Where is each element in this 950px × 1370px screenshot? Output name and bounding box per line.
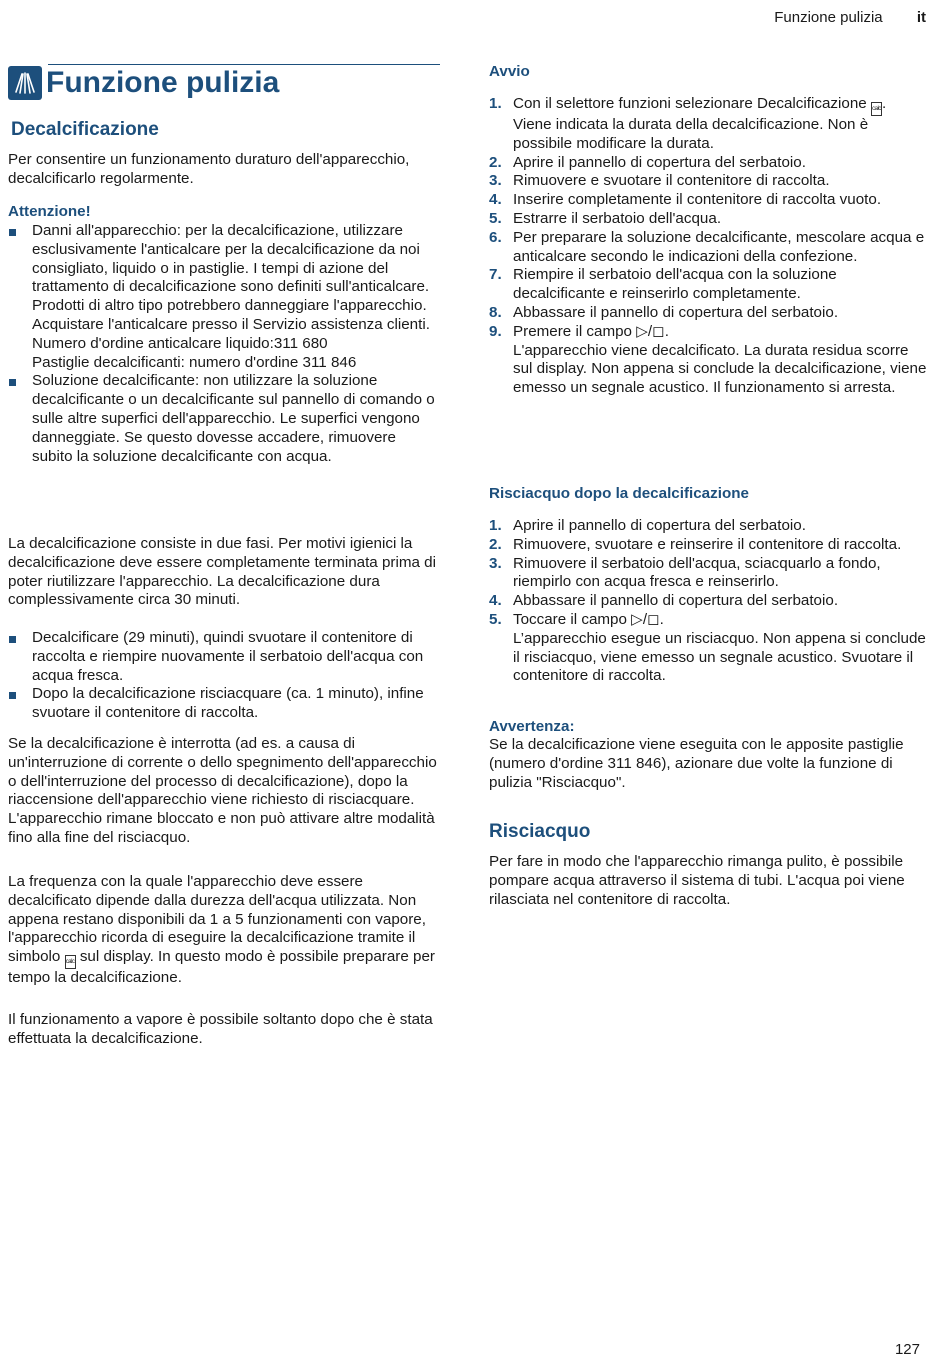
step-text: Aprire il pannello di copertura del serbatoio. xyxy=(513,153,806,171)
order-liquid: Numero d'ordine anticalcare liquido:311 680 xyxy=(32,334,328,352)
step-text: Per preparare la soluzione decalcificante, mescolare acqua e anticalcare secondo le indicazioni della confezione. xyxy=(513,228,925,265)
step-text-end: . xyxy=(881,95,887,112)
list-item xyxy=(8,372,440,466)
title-rule xyxy=(48,64,440,65)
step-number: 3. xyxy=(489,554,502,572)
step-item xyxy=(489,611,929,686)
list-item xyxy=(8,222,440,372)
step-text: Con il selettore funzioni selezionare Decalcificazione xyxy=(513,95,867,112)
page-number: 127 xyxy=(894,1341,920,1359)
rinse-paragraph: Per fare in modo che l'apparecchio rimanga pulito, è possibile pompare acqua attraverso il sistema di tubi. L'acqua poi viene rilasciata nel contenitore di raccolta. xyxy=(489,853,905,908)
interrupted-paragraph: Se la decalcificazione è interrotta (ad es. a causa di un'interruzione di corrente o dello spegnimento dell'apparecchio o dell'interruzione del processo di decalcificazione), dopo la riaccensione dell'apparecchio viene richiesto di risciacquare. L'apparecchio rimane bloccato e non può attivare altre modalità fino alla fine del risciacquo. xyxy=(8,735,437,846)
step-result: L’apparecchio esegue un risciacquo. Non appena si conclude il risciacquo, viene emesso un segnale acustico. Svuotare il contenitore di raccolta. xyxy=(513,629,926,685)
step-item xyxy=(489,154,929,173)
heading-decalcificazione: Decalcificazione xyxy=(11,119,159,140)
phases-list xyxy=(8,629,440,723)
step-text: Abbassare il pannello di copertura del serbatoio. xyxy=(513,303,839,321)
phases-intro: La decalcificazione consiste in due fasi. Per motivi igienici la decalcificazione deve essere completamente terminata prima di poter riutilizzare l'apparecchio. La decalcificazione dura complessivamente circa 30 minuti. xyxy=(8,535,436,609)
order-tablets: Pastiglie decalcificanti: numero d'ordine 311 846 xyxy=(32,353,357,371)
step-number: 5. xyxy=(489,209,502,227)
step-item xyxy=(489,517,929,536)
step-text: Riempire il serbatoio dell'acqua con la soluzione decalcificante e reinserirlo completamente. xyxy=(513,266,837,303)
page-title-block xyxy=(8,64,440,102)
step-text: Rimuovere e svuotare il contenitore di raccolta. xyxy=(513,172,830,190)
heading-avvio: Avvio xyxy=(489,63,530,80)
step-number: 4. xyxy=(489,191,502,209)
step-number: 3. xyxy=(489,172,502,190)
step-number: 1. xyxy=(489,517,502,534)
step-number: 7. xyxy=(489,266,502,284)
frequency-paragraph xyxy=(8,873,440,988)
attention-label: Attenzione! xyxy=(8,203,91,220)
page-title: Funzione pulizia xyxy=(46,66,280,99)
step-result: Viene indicata la durata della decalcificazione. Non è possibile modificare la durata. xyxy=(513,116,869,152)
step-text: Aprire il pannello di copertura del serbatoio. xyxy=(513,517,806,534)
step-item xyxy=(489,191,929,210)
step-number: 9. xyxy=(489,322,502,340)
heading-risciacquo: Risciacquo xyxy=(489,821,591,842)
header-language: it xyxy=(916,9,926,26)
calc-symbol-icon: calc xyxy=(871,102,882,116)
step-number: 2. xyxy=(489,153,502,171)
step-item xyxy=(489,172,929,191)
step-number: 1. xyxy=(489,95,502,112)
step-text: Toccare il campo ▷/◻. xyxy=(513,610,664,628)
list-item: Decalcificare (29 minuti), quindi svuotare il contenitore di raccolta e riempire nuovamente il serbatoio dell'acqua con acqua fresca. xyxy=(8,629,440,685)
step-item xyxy=(489,323,929,398)
step-number: 6. xyxy=(489,228,502,246)
frequency-text-b: sul display. In questo modo è possibile preparare per tempo la decalcificazione. xyxy=(8,948,435,987)
note-text: Se la decalcificazione viene eseguita con le apposite pastiglie (numero d'ordine 311 846), azionare due volte la funzione di pulizia "Risciacquo". xyxy=(489,736,904,791)
cleaning-function-icon xyxy=(8,66,42,100)
step-text: Abbassare il pannello di copertura del serbatoio. xyxy=(513,592,839,610)
step-number: 5. xyxy=(489,610,502,628)
step-item xyxy=(489,95,929,154)
step-number: 4. xyxy=(489,592,502,610)
step-text: Inserire completamente il contenitore di raccolta vuoto. xyxy=(513,191,882,209)
step-number: 2. xyxy=(489,535,502,553)
attention-item-solution: Soluzione decalcificante: non utilizzare la soluzione decalcificante o un decalcificante sul pannello di comando o sulle altre superfici dell'apparecchio. Le superfici vengono danneggiate. Se questo dovesse accadere, rimuovere subito la soluzione decalcificante con acqua. xyxy=(32,372,435,465)
start-steps xyxy=(489,95,929,398)
rinse-steps xyxy=(489,517,929,686)
step-item xyxy=(489,536,929,555)
intro-paragraph: Per consentire un funzionamento duraturo dell'apparecchio, decalcificarlo regolarmente. xyxy=(8,151,410,187)
step-text: Premere il campo ▷/◻. xyxy=(513,322,669,340)
frequency-text-a: La frequenza con la quale l'apparecchio deve essere decalcificato dipende dalla durezza dell'acqua utilizzata. Non appena restano disponibili da 1 a 5 funzionamenti con vapore, l'apparecchio ricorda di eseguire la decalcificazione tramite il simbolo xyxy=(8,873,426,966)
calc-symbol-icon: calc xyxy=(65,955,76,969)
steam-note: Il funzionamento a vapore è possibile soltanto dopo che è stata effettuata la decalcificazione. xyxy=(8,1011,433,1047)
step-item xyxy=(489,210,929,229)
step-number: 8. xyxy=(489,303,502,321)
attention-list xyxy=(8,222,440,466)
attention-item-damage: Danni all'apparecchio: per la decalcificazione, utilizzare esclusivamente l'anticalcare per la decalcificazione da noi consigliato, liquido o in pastiglie. I tempi di azione del trattamento di decalcificazione sono definiti sull'anticalcare. Prodotti di altro tipo potrebbero danneggiare l'apparecchio. Acquistare l'anticalcare presso il Servizio assistenza clienti. xyxy=(32,222,430,333)
step-item xyxy=(489,229,929,267)
step-item xyxy=(489,304,929,323)
note-label: Avvertenza: xyxy=(489,718,575,735)
header-section: Funzione pulizia xyxy=(774,9,883,26)
step-item xyxy=(489,592,929,611)
step-result: L'apparecchio viene decalcificato. La durata residua scorre sul display. Non appena si conclude la decalcificazione, viene emesso un segnale acustico. Il funzionamento si arresta. xyxy=(513,341,927,397)
step-text: Rimuovere il serbatoio dell'acqua, sciacquarlo a fondo, riempirlo con acqua fresca e reinserirlo. xyxy=(513,554,881,591)
running-header xyxy=(774,9,926,28)
step-item xyxy=(489,555,929,593)
step-text: Estrarre il serbatoio dell'acqua. xyxy=(513,209,722,227)
step-text: Rimuovere, svuotare e reinserire il contenitore di raccolta. xyxy=(513,535,902,553)
list-item: Dopo la decalcificazione risciacquare (ca. 1 minuto), infine svuotare il contenitore di raccolta. xyxy=(8,685,440,723)
step-item xyxy=(489,266,929,304)
heading-rinse-after: Risciacquo dopo la decalcificazione xyxy=(489,485,749,502)
